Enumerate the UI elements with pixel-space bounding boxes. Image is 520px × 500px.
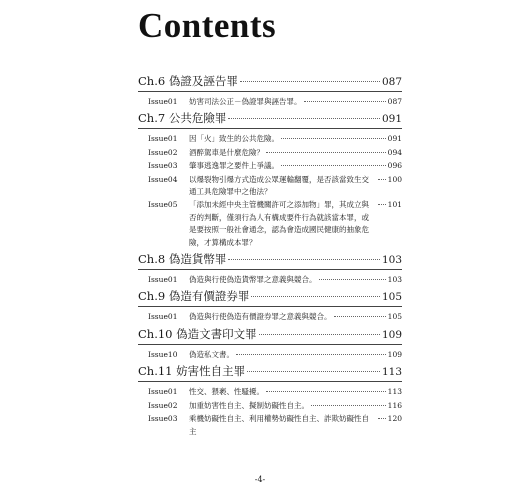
chapter-page-number: 113	[381, 366, 402, 379]
issue-number: Issue01	[148, 275, 178, 285]
issue-page-number: 103	[387, 275, 402, 285]
issue-number: Issue01	[148, 97, 178, 106]
issue-title: 「添加未經中央主管機關許可之添加物」罪，其成立與否的判斷，僅須行為人有構成要件行為就該當本罪，或是要按照一般社會通念，認為會造成國民健康的抽象危險，才算構成本罪？	[189, 200, 369, 247]
table-of-contents	[138, 75, 402, 442]
chapter-9	[138, 290, 402, 323]
issue-number: Issue03	[148, 414, 178, 424]
issue-entry[interactable]	[138, 311, 402, 323]
dot-leader	[304, 101, 386, 102]
issue-page-number: 120	[387, 414, 402, 424]
page-title: Contents	[138, 6, 277, 45]
issue-page-number: 116	[387, 400, 402, 410]
chapter-heading[interactable]	[138, 75, 402, 92]
page-footer-number: -4-	[254, 475, 266, 484]
issue-entry[interactable]	[138, 349, 402, 361]
dot-leader	[334, 316, 386, 317]
chapter-heading[interactable]	[138, 365, 402, 382]
issue-title: 乘機妨礙性自主、利用權勢妨礙性自主、詐欺妨礙性自主	[189, 414, 369, 436]
issue-title: 因「火」致生的公共危險。	[189, 134, 279, 144]
issue-page-number: 087	[387, 97, 402, 106]
dot-leader	[319, 279, 386, 280]
chapter-11	[138, 365, 402, 438]
issue-number: Issue10	[148, 349, 178, 359]
issue-entry[interactable]	[138, 386, 402, 398]
dot-leader	[266, 391, 386, 392]
issue-page-number: 101	[387, 200, 402, 210]
issue-title: 偽造私文書。	[189, 349, 234, 359]
issue-page-number: 091	[387, 134, 402, 144]
issue-number: Issue05	[148, 200, 178, 210]
chapter-heading[interactable]	[138, 112, 402, 129]
chapter-title: Ch.10 偽造文書印文罪	[138, 326, 257, 341]
dot-leader	[378, 418, 386, 419]
issue-number: Issue01	[148, 134, 178, 144]
issue-number: Issue02	[148, 147, 178, 157]
issue-number: Issue04	[148, 174, 178, 184]
issue-entry[interactable]	[138, 174, 402, 199]
chapter-10	[138, 328, 402, 361]
dot-leader	[311, 405, 386, 406]
dot-leader	[259, 334, 380, 335]
dot-leader	[251, 296, 380, 297]
issue-number: Issue02	[148, 400, 178, 410]
dot-leader	[240, 81, 380, 82]
issue-title: 酒醉駕車是什麼危險？	[189, 147, 264, 157]
dot-leader	[281, 165, 386, 166]
dot-leader	[236, 354, 386, 355]
dot-leader	[378, 179, 386, 180]
issue-title: 妨害司法公正－偽證罪與誣告罪。	[189, 97, 302, 106]
chapter-title: Ch.9 偽造有價證券罪	[138, 289, 250, 304]
dot-leader	[228, 118, 380, 119]
issue-entry[interactable]	[138, 147, 402, 159]
issue-entry[interactable]	[138, 400, 402, 412]
dot-leader	[378, 204, 386, 205]
chapter-title: Ch.6 偽證及誣告罪	[138, 74, 238, 88]
issue-entry[interactable]	[138, 160, 402, 172]
issue-title: 肇事逃逸罪之要件上爭議。	[189, 161, 279, 171]
issue-title: 偽造與行使偽造貨幣罪之意義與競合。	[189, 275, 317, 285]
issue-title: 以爆裂物引爆方式造成公眾運輸翻覆，是否該當致生交通工具危險罪中之他法？	[189, 174, 369, 197]
chapter-7	[138, 112, 402, 249]
dot-leader	[247, 371, 380, 372]
issue-page-number: 109	[387, 349, 402, 359]
issue-number: Issue01	[148, 312, 178, 322]
issue-page-number: 096	[387, 161, 402, 171]
chapter-8	[138, 253, 402, 286]
chapter-heading[interactable]	[138, 328, 402, 345]
chapter-6	[138, 75, 402, 108]
dot-leader	[281, 138, 386, 139]
chapter-heading[interactable]	[138, 290, 402, 307]
chapter-page-number: 087	[381, 76, 402, 88]
issue-number: Issue01	[148, 387, 178, 397]
issue-entry[interactable]	[138, 413, 402, 438]
dot-leader	[266, 152, 386, 153]
issue-title: 偽造與行使偽造有價證券罪之意義與競合。	[189, 312, 332, 322]
issue-title: 加重妨害性自主、擬制妨礙性自主。	[189, 400, 309, 410]
issue-title: 性交、猥褻、性騷擾。	[189, 387, 264, 397]
issue-entry[interactable]	[138, 199, 402, 249]
chapter-page-number: 109	[381, 328, 402, 341]
issue-page-number: 100	[387, 174, 402, 184]
chapter-heading[interactable]	[138, 253, 402, 270]
issue-entry[interactable]	[138, 133, 402, 145]
chapter-title: Ch.8 偽造貨幣罪	[138, 252, 227, 267]
issue-entry[interactable]	[138, 96, 402, 108]
issue-number: Issue03	[148, 161, 178, 171]
chapter-page-number: 091	[381, 113, 402, 126]
chapter-title: Ch.11 妨害性自主罪	[138, 364, 246, 379]
chapter-title: Ch.7 公共危險罪	[138, 111, 227, 126]
issue-page-number: 105	[387, 312, 402, 322]
chapter-page-number: 105	[381, 291, 402, 304]
chapter-page-number: 103	[381, 254, 402, 267]
issue-page-number: 113	[387, 387, 402, 397]
issue-page-number: 094	[387, 147, 402, 157]
dot-leader	[228, 259, 380, 260]
issue-entry[interactable]	[138, 274, 402, 286]
